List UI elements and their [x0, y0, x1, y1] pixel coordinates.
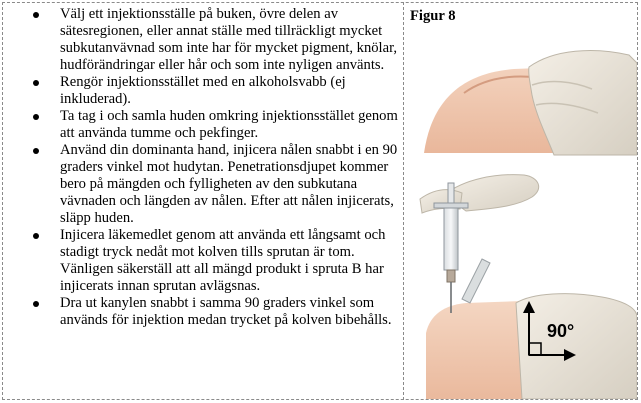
bullet-icon: [33, 114, 39, 120]
instructions-cell: [4, 6, 400, 398]
instruction-step-text: Dra ut kanylen snabbt i samma 90 graders vinkel som används för injektion medan trycket på kolven bibehålls.: [60, 295, 392, 328]
figure-title: Figur 8: [410, 8, 456, 24]
instruction-step-text: Ta tag i och samla huden omkring injektionsstället genom att använda tumme och pekfinger.: [60, 108, 398, 141]
instruction-step-text: Injicera läkemedlet genom att använda ett långsamt och stadigt tryck nedåt mot kolven tills sprutan är tom. Vänligen säkerställ att all mängd produkt i spruta B har injicerats innan sprutan avlägsnas.: [60, 227, 386, 294]
pinch-skin-image: [424, 51, 637, 155]
injection-image: [420, 175, 637, 399]
instruction-step-text: Använd din dominanta hand, injicera nålen snabbt i en 90 graders vinkel mot hudytan. Penetrationsdjupet kommer bero på mängden och fylligheten av den subkutana vävnaden och längden av nålen. Efter att nålen injicerats, släpp huden.: [60, 142, 398, 226]
glove-hand-bottom: [516, 294, 637, 399]
instruction-list: [4, 6, 400, 329]
bullet-icon: [33, 12, 39, 18]
instruction-step-3: [4, 108, 400, 142]
instruction-step-5: [4, 227, 400, 295]
instruction-step-1: [4, 6, 400, 74]
bullet-icon: [33, 301, 39, 307]
instruction-step-text: Välj ett injektionsställe på buken, övre delen av sätesregionen, eller annat ställe med tillräckligt mycket subkutanvävnad som inte har för mycket pigment, knölar, hudförändringar eller hår och som inte nyligen använts.: [60, 6, 398, 73]
injection-illustration: [404, 3, 637, 399]
instruction-step-2: [4, 74, 400, 108]
syringe-hub: [447, 270, 455, 282]
instruction-step-6: [4, 295, 400, 329]
syringe-barrel: [444, 208, 458, 270]
skin-area-bottom: [426, 301, 522, 399]
bullet-icon: [33, 233, 39, 239]
angle-label: 90°: [547, 321, 575, 341]
instruction-step-4: [4, 142, 400, 227]
syringe-needle: [450, 282, 452, 313]
syringe-flange: [434, 203, 468, 208]
needle-cap: [462, 259, 490, 303]
syringe-plunger: [448, 183, 454, 205]
instruction-step-text: Rengör injektionsstället med en alkoholsvabb (ej inkluderad).: [60, 74, 346, 107]
bullet-icon: [33, 148, 39, 154]
figure-cell: [404, 3, 637, 399]
bullet-icon: [33, 80, 39, 86]
